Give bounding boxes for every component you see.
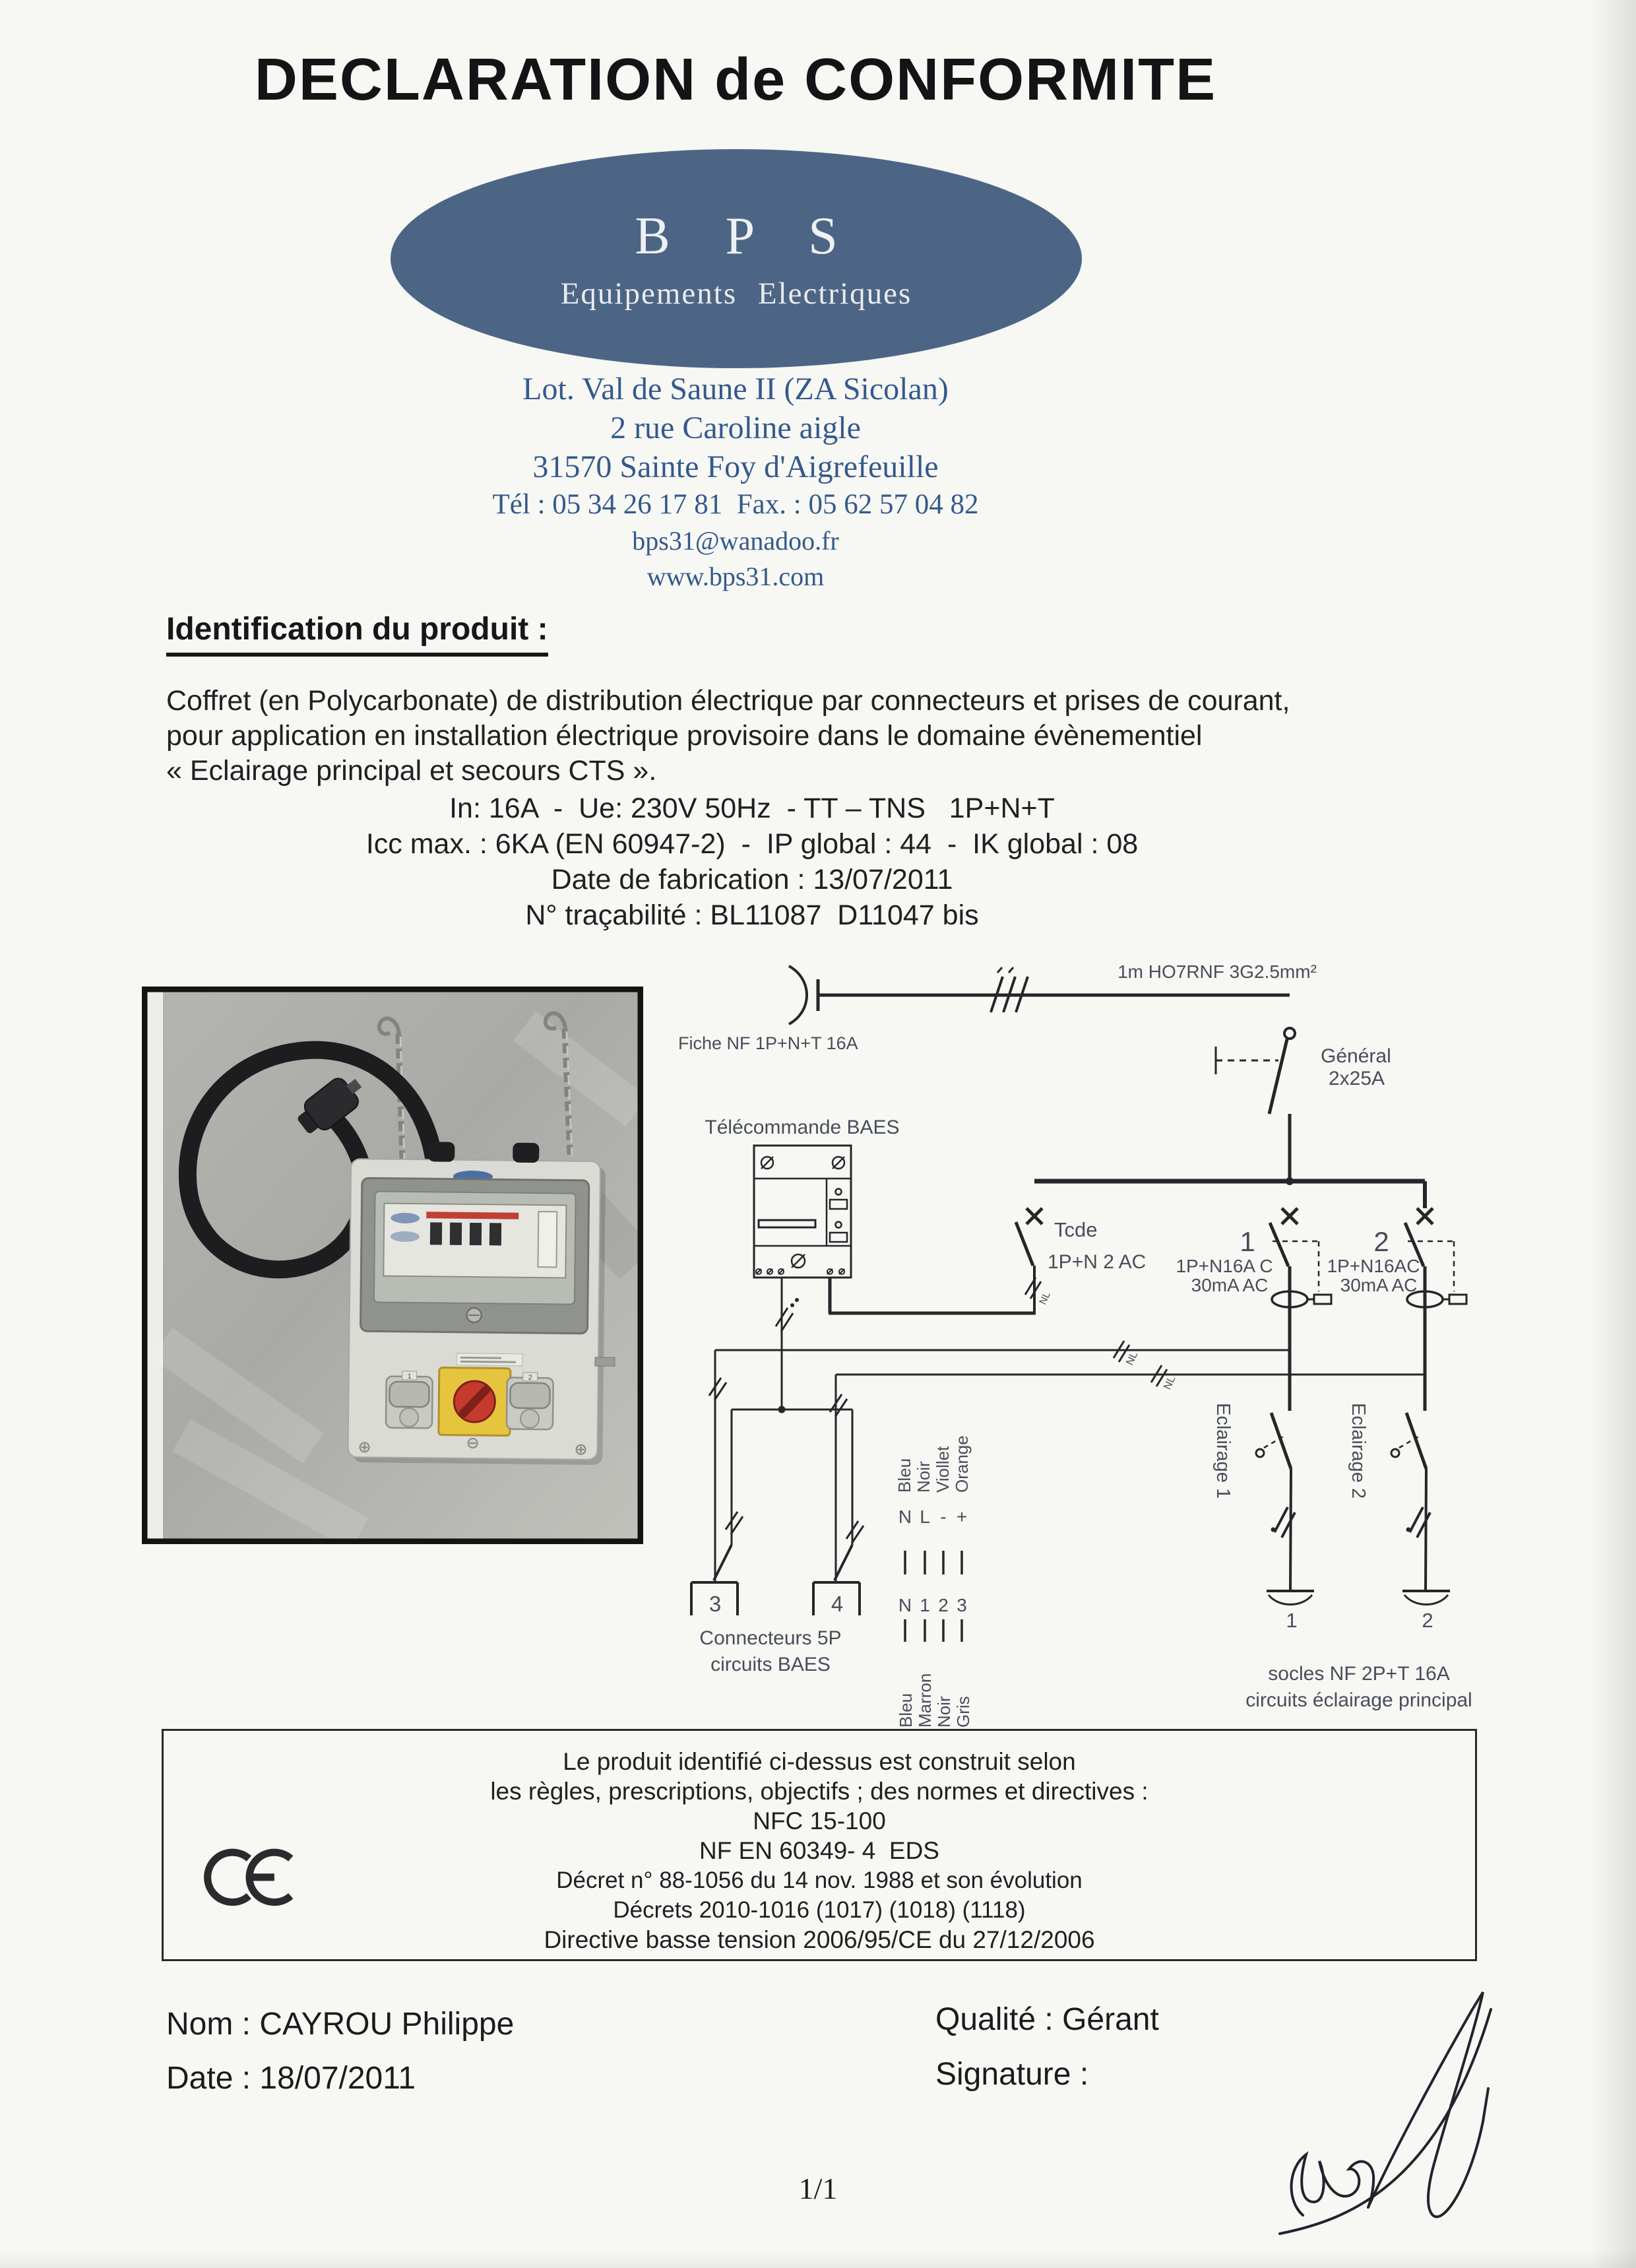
main-breaker-name: Général xyxy=(1321,1045,1391,1067)
terminal-label: L xyxy=(920,1507,930,1527)
standard-line: Décrets 2010-1016 (1017) (1018) (1118) xyxy=(613,1897,1026,1923)
wire-color: Noir xyxy=(914,1461,933,1493)
socket-1 xyxy=(386,1371,433,1429)
ce-mark-icon xyxy=(195,1840,294,1918)
conformity-text xyxy=(164,1747,1475,1955)
spec-line: Icc max. : 6KA (EN 60947-2) - IP global : 44 - IK global : 08 xyxy=(365,828,1139,860)
tcde-name: Tcde xyxy=(1054,1218,1098,1241)
socket-number: 2 xyxy=(528,1373,532,1382)
rcd-breaker-2 xyxy=(1327,1223,1466,1411)
standard-line: NF EN 60349- 4 EDS xyxy=(699,1837,939,1864)
cable-label: 1m HO7RNF 3G2.5mm² xyxy=(1117,961,1317,982)
terminal-label: - xyxy=(940,1507,947,1527)
quality-line: Qualité : Gérant xyxy=(935,2002,1159,2037)
pin-label: 1 xyxy=(920,1595,930,1615)
standard-line: Décret n° 88-1056 du 14 nov. 1988 et son évolution xyxy=(556,1867,1083,1893)
socket2-number: 2 xyxy=(1422,1609,1433,1632)
remote-label: Télécommande BAES xyxy=(705,1117,900,1138)
standard-line: NFC 15-100 xyxy=(753,1807,886,1834)
wiring-schematic xyxy=(660,949,1550,1731)
logo-subtitle: Equipements Electriques xyxy=(560,276,912,311)
name-line: Nom : CAYROU Philippe xyxy=(166,2007,515,2042)
pin-label: 2 xyxy=(938,1595,949,1615)
wire-color: Bleu xyxy=(895,1458,914,1493)
wire-color: Viollet xyxy=(933,1446,953,1493)
signature-scribble xyxy=(1240,1970,1537,2253)
nl-mark: NL xyxy=(1124,1349,1141,1367)
page-title: DECLARATION de CONFORMITE xyxy=(254,47,1217,113)
wire-color: Bleu xyxy=(896,1693,916,1728)
conformity-box xyxy=(162,1729,1477,1961)
connectors-label: circuits BAES xyxy=(710,1654,831,1675)
rcd-breaker-1 xyxy=(1176,1223,1331,1411)
connector4-number: 4 xyxy=(831,1592,844,1616)
signature-label: Signature : xyxy=(935,2057,1089,2092)
cable-gland-icon xyxy=(513,1143,539,1163)
phase-symbols xyxy=(761,1157,844,1268)
info-label xyxy=(456,1353,522,1366)
scan-shadow-right xyxy=(1590,0,1636,2268)
tcde-breaker xyxy=(829,1218,1146,1313)
distribution-box xyxy=(348,1141,617,1465)
tcde-rating: 1P+N 2 AC xyxy=(1048,1251,1147,1273)
wire-color: Gris xyxy=(953,1696,973,1728)
nl-mark: NL xyxy=(1162,1374,1178,1392)
spec-line: Date de fabrication : 13/07/2011 xyxy=(551,864,953,895)
lighting-circuit-2 xyxy=(1348,1403,1450,1632)
description-line: pour application en installation électrique provisoire dans le domaine évènementiel xyxy=(166,720,1203,752)
date-line: Date : 18/07/2011 xyxy=(166,2061,416,2096)
main-breaker-rating: 2x25A xyxy=(1329,1068,1385,1089)
distribution-lines xyxy=(715,1341,1425,1392)
description-line: « Eclairage principal et secours CTS ». xyxy=(166,755,657,787)
pin-label: 3 xyxy=(957,1595,967,1615)
emergency-switch xyxy=(439,1367,511,1435)
lighting2-label: Eclairage 2 xyxy=(1348,1403,1369,1499)
spec-line: N° traçabilité : BL11087 D11047 bis xyxy=(525,899,979,931)
nl-mark: NL xyxy=(1037,1290,1053,1307)
breaker2-number: 2 xyxy=(1373,1226,1389,1257)
conformity-intro: les règles, prescriptions, objectifs ; des normes et directives : xyxy=(490,1778,1148,1805)
product-photo xyxy=(142,987,643,1544)
address-line: 31570 Sainte Foy d'Aigrefeuille xyxy=(532,449,939,484)
sockets-label: circuits éclairage principal xyxy=(1245,1689,1472,1711)
page-number: 1/1 xyxy=(798,2172,838,2205)
logo-acronym: B P S xyxy=(635,207,859,265)
wire-color: Orange xyxy=(952,1435,972,1493)
product-specs xyxy=(92,791,1412,933)
bus-bar xyxy=(1034,1177,1425,1208)
address-line: Lot. Val de Saune II (ZA Sicolan) xyxy=(522,372,949,406)
cable-mark-icon xyxy=(991,967,1028,1012)
baes-connectors xyxy=(691,1350,864,1675)
cable-gland-icon xyxy=(428,1142,455,1161)
connectors-label: Connecteurs 5P xyxy=(699,1627,842,1649)
socket-2 xyxy=(507,1373,553,1430)
terminal-screws xyxy=(756,1269,844,1274)
company-address-block xyxy=(92,370,1379,595)
photo-white-strip xyxy=(147,992,163,1539)
side-bolt xyxy=(595,1357,615,1366)
breaker1-type: 1P+N16A C xyxy=(1176,1256,1273,1276)
product-description xyxy=(166,684,1479,789)
conformity-intro: Le produit identifié ci-dessus est construit selon xyxy=(563,1748,1076,1775)
supply-line xyxy=(678,961,1317,1053)
terminal-label: + xyxy=(956,1507,968,1527)
wire-color: Noir xyxy=(934,1696,954,1728)
website-line: www.bps31.com xyxy=(646,562,825,591)
socket1-number: 1 xyxy=(1286,1609,1298,1632)
email-line: bps31@wanadoo.fr xyxy=(632,526,839,556)
pin-label: N xyxy=(898,1595,912,1615)
breaker2-sensitivity: 30mA AC xyxy=(1340,1275,1418,1295)
spec-line: In: 16A - Ue: 230V 50Hz - TT – TNS 1P+N+T xyxy=(449,793,1055,824)
lighting-circuit-1 xyxy=(1212,1403,1314,1632)
standard-line: Directive basse tension 2006/95/CE du 27/12/2006 xyxy=(544,1926,1095,1953)
breaker-window xyxy=(360,1178,588,1334)
wire-color: Marron xyxy=(915,1673,935,1728)
up-arrows-icon xyxy=(900,1541,967,1574)
description-line: Coffret (en Polycarbonate) de distribution électrique par connecteurs et prises de courant, xyxy=(166,685,1290,717)
baes-remote-unit xyxy=(705,1117,899,1413)
connector3-number: 3 xyxy=(708,1592,722,1616)
plug-label: Fiche NF 1P+N+T 16A xyxy=(678,1033,858,1053)
main-breaker xyxy=(1216,1028,1391,1181)
sockets-label: socles NF 2P+T 16A xyxy=(1268,1663,1450,1685)
socket-number: 1 xyxy=(407,1372,412,1381)
wire-color-table xyxy=(895,1435,973,1728)
address-line: 2 rue Caroline aigle xyxy=(610,410,861,445)
lighting1-label: Eclairage 1 xyxy=(1212,1403,1234,1499)
down-arrows-icon xyxy=(900,1619,967,1652)
phone-fax-line: Tél : 05 34 26 17 81 Fax. : 05 62 57 04 82 xyxy=(492,489,979,520)
terminal-label: N xyxy=(898,1507,912,1527)
breaker1-number: 1 xyxy=(1240,1226,1255,1257)
breaker2-type: 1P+N16AC xyxy=(1327,1256,1420,1276)
company-logo xyxy=(391,149,1082,368)
breaker1-sensitivity: 30mA AC xyxy=(1191,1275,1269,1295)
section-heading: Identification du produit : xyxy=(166,611,548,657)
